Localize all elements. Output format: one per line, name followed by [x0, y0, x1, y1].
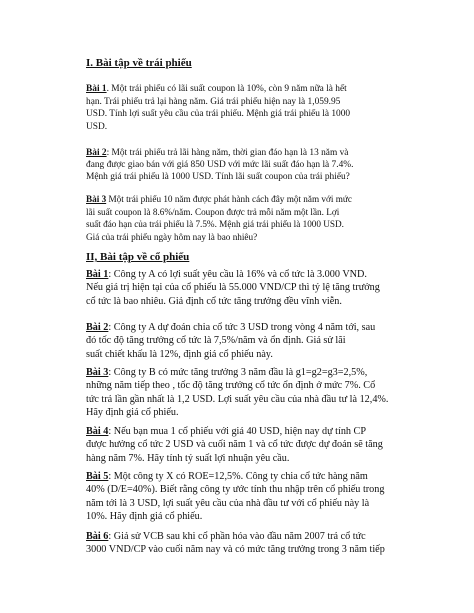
- problem-line: hàng năm 7%. Hãy tính tỷ suất lợi nhuận yêu cầu.: [86, 452, 290, 464]
- section-heading-bonds: I. Bài tập về trái phiếu: [86, 57, 192, 69]
- section-heading-stocks: II, Bài tập về cổ phiếu: [86, 251, 190, 263]
- problem-line: Hãy định giá cổ phiếu.: [86, 407, 179, 419]
- problem-line: Bài 1. Một trái phiếu có lãi suất coupon là 10%, còn 9 năm nữa là hết: [86, 84, 347, 94]
- problem-label: Bài 6: [86, 531, 109, 542]
- problem-line: 3000 VND/CP vào cuối năm nay và có mức tăng trưởng trong 3 năm tiếp: [86, 544, 385, 556]
- problem-label: Bài 2: [86, 148, 107, 158]
- problem-label: Bài 1: [86, 269, 109, 280]
- problem-label: Bài 3: [86, 367, 109, 378]
- problem-label: Bài 2: [86, 322, 109, 333]
- problem-line: Bài 2: Một trái phiếu trả lãi hàng năm, thời gian đáo hạn là 13 năm và: [86, 148, 349, 158]
- problem-line: 40% (D/E=40%). Biết rằng công ty ước tính thu nhập trên cổ phiếu trong: [86, 484, 385, 496]
- problem-line: được hưởng cổ tức 2 USD và cuối năm 1 và cổ tức được dự đoán sẽ tăng: [86, 439, 383, 451]
- problem-line: Nếu giá trị hiện tại của cổ phiếu là 55.000 VND/CP thì tỷ lệ tăng trưởng: [86, 282, 380, 294]
- problem-line: suất chiết khấu là 12%, định giá cổ phiếu này.: [86, 348, 273, 360]
- problem-line: USD. Tính lợi suất yêu cầu của trái phiếu. Mệnh giá trái phiếu là 1000: [86, 109, 351, 120]
- bond-problem-1: [86, 83, 398, 133]
- problem-label: Bài 5: [86, 471, 109, 482]
- bond-problem-2: [86, 147, 398, 184]
- problem-line: Bài 5: Một công ty X có ROE=12,5%. Công ty chia cổ tức hàng năm: [86, 471, 368, 482]
- problem-line: Bài 6: Giả sử VCB sau khi cổ phần hóa vào đầu năm 2007 trả cổ tức: [86, 531, 366, 542]
- problem-line: Giá của trái phiếu ngày hôm nay là bao nhiêu?: [86, 231, 258, 242]
- stock-problem-2: [86, 321, 398, 361]
- problem-line: tức trả lần gần nhất là 1,2 USD. Lợi suất yêu cầu của nhà đầu tư là 12,4%.: [86, 393, 389, 405]
- problem-line: Mệnh giá trái phiếu là 1000 USD. Tính lãi suất coupon của trái phiếu?: [86, 172, 350, 183]
- problem-label: Bài 1: [86, 84, 107, 94]
- problem-line: Bài 2: Công ty A dự đoán chia cổ tức 3 USD trong vòng 4 năm tới, sau: [86, 322, 376, 333]
- problem-line: suất đáo hạn của trái phiếu là 7.5%. Mệnh giá trái phiếu là 1000 USD.: [86, 219, 344, 230]
- stock-problem-5: [86, 470, 398, 524]
- stock-problem-4: [86, 425, 398, 465]
- problem-line: năm tới là 3 USD, lợi suất yêu cầu của nhà đầu tư với cổ phiếu này là: [86, 497, 370, 509]
- problem-line: đang được giao bán với giá 850 USD với mức lãi suất đáo hạn là 7.4%.: [86, 160, 354, 171]
- stock-problem-6: [86, 530, 398, 557]
- problem-line: cổ tức là bao nhiêu. Giả định cổ tức tăng trưởng đều vĩnh viễn.: [86, 295, 342, 307]
- problem-line: những năm tiếp theo , tốc độ tăng trưởng cổ tức ổn định ở mức 7%. Cổ: [86, 380, 376, 392]
- problem-line: USD.: [86, 121, 108, 132]
- problem-line: Bài 4: Nếu bạn mua 1 cổ phiếu với giá 40 USD, hiện nay dự tính CP: [86, 426, 367, 437]
- problem-line: hạn. Trái phiếu trả lại hàng năm. Giá trái phiếu hiện nay là 1,059.95: [86, 96, 341, 107]
- problem-line: Bài 3 Một trái phiếu 10 năm được phát hành cách đây một năm với mức: [86, 194, 352, 204]
- problem-line: Bài 1: Công ty A có lợi suất yêu cầu là 16% và cổ tức là 3.000 VND.: [86, 269, 367, 280]
- problem-line: lãi suất coupon là 8.6%/năm. Coupon được trả mỗi năm một lần. Lợi: [86, 206, 340, 217]
- stock-problem-1: [86, 268, 398, 308]
- problem-line: Bài 3: Công ty B có mức tăng trưởng 3 năm đầu là g1=g2=g3=2,5%,: [86, 367, 368, 378]
- bond-problem-3: [86, 193, 398, 243]
- problem-label: Bài 4: [86, 426, 109, 437]
- problem-line: đó tốc độ tăng trưởng cổ tức là 7,5%/năm và ổn định. Giả sử lãi: [86, 335, 346, 347]
- stock-problem-3: [86, 366, 398, 420]
- problem-line: 10%. Hãy định giá cổ phiếu.: [86, 511, 203, 523]
- problem-label: Bài 3: [86, 194, 107, 204]
